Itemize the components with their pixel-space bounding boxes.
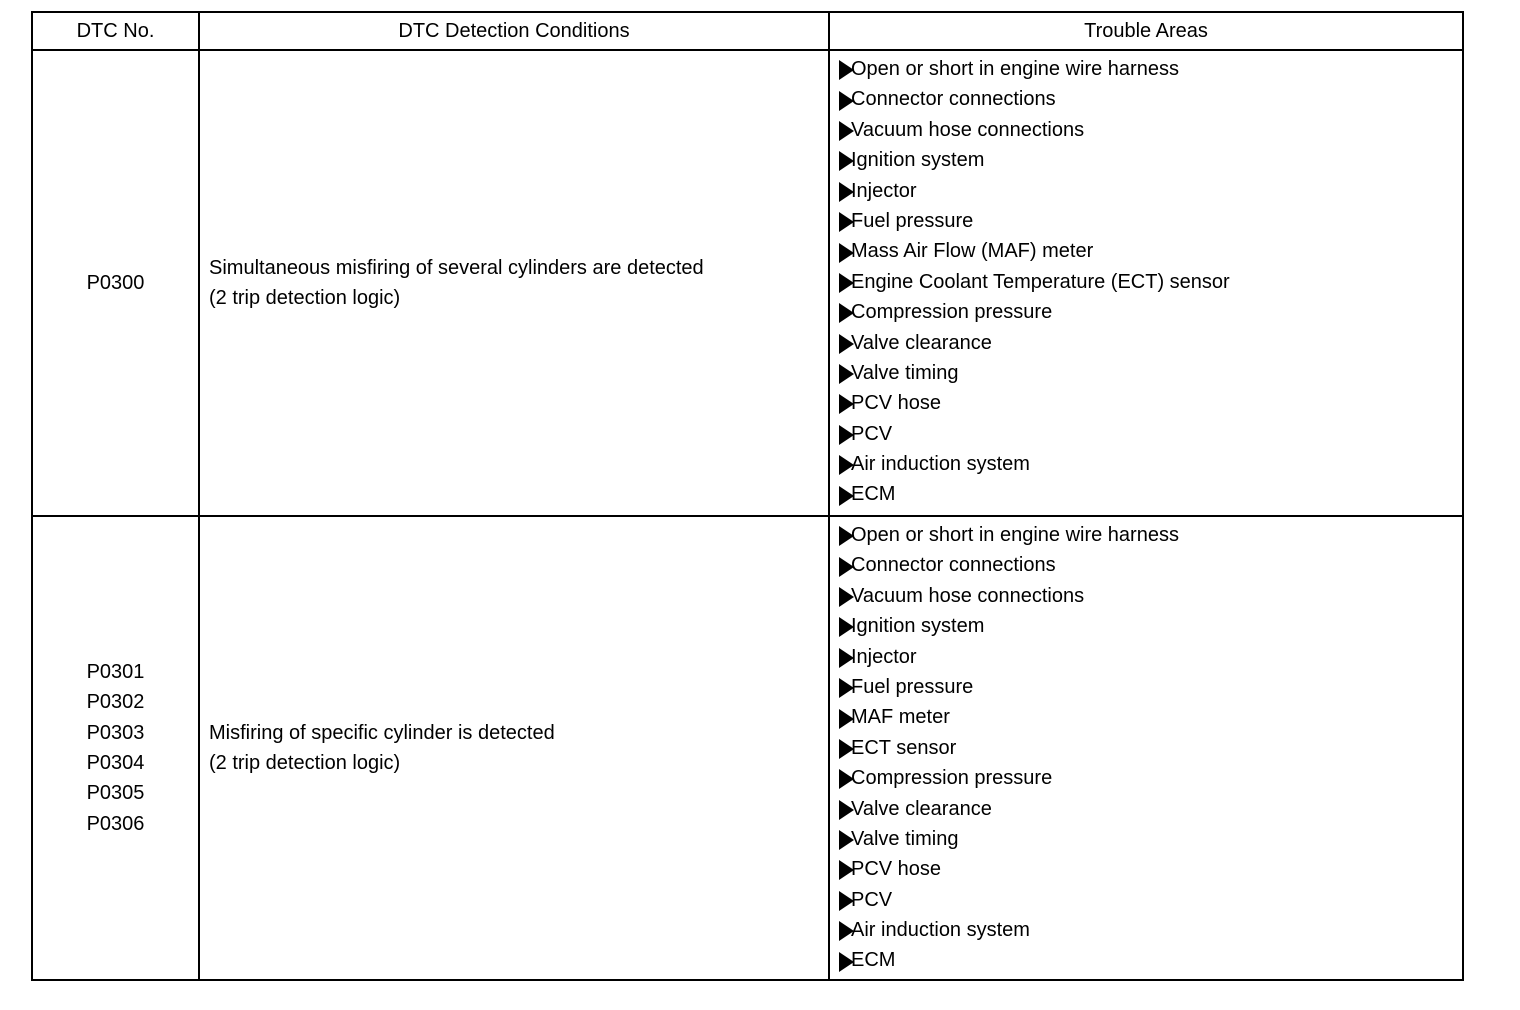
list-item — [839, 611, 1462, 641]
list-item — [839, 642, 1462, 672]
list-item — [839, 236, 1462, 266]
dtc-codes-cell — [32, 50, 199, 516]
triangle-bullet-icon — [839, 526, 854, 546]
list-item — [839, 358, 1462, 388]
list-item — [839, 824, 1462, 854]
condition-line: Simultaneous misfiring of several cylinders are detected — [209, 256, 704, 279]
list-item — [839, 388, 1462, 418]
trouble-area-label: ECT sensor — [851, 736, 957, 759]
triangle-bullet-icon — [839, 678, 854, 698]
dtc-code: P0301 — [86, 660, 145, 683]
detection-condition-cell — [199, 516, 829, 980]
list-item — [839, 915, 1462, 945]
condition-line: (2 trip detection logic) — [209, 752, 401, 774]
triangle-bullet-icon — [839, 425, 854, 445]
triangle-bullet-icon — [839, 709, 854, 729]
trouble-area-label: Valve timing — [851, 827, 959, 850]
triangle-bullet-icon — [839, 800, 854, 820]
list-item — [839, 520, 1462, 550]
list-item — [839, 84, 1462, 114]
dtc-code: P0300 — [86, 271, 145, 294]
trouble-areas-cell — [829, 516, 1463, 980]
trouble-area-label: Air induction system — [851, 453, 1030, 476]
list-item — [839, 419, 1462, 449]
triangle-bullet-icon — [839, 952, 854, 972]
condition-line: (2 trip detection logic) — [209, 287, 401, 309]
list-item — [839, 479, 1462, 509]
dtc-code: P0302 — [86, 691, 145, 714]
trouble-area-label: ECM — [851, 949, 896, 972]
triangle-bullet-icon — [839, 121, 854, 141]
trouble-area-label: Connector connections — [851, 88, 1056, 111]
triangle-bullet-icon — [839, 455, 854, 475]
trouble-area-label: Open or short in engine wire harness — [851, 58, 1179, 80]
triangle-bullet-icon — [839, 243, 854, 263]
trouble-area-label: Injector — [851, 645, 917, 668]
trouble-area-label: Mass Air Flow (MAF) meter — [851, 240, 1094, 263]
list-item — [839, 885, 1462, 915]
list-item — [839, 733, 1462, 763]
trouble-area-label: Open or short in engine wire harness — [851, 524, 1179, 546]
list-item — [839, 794, 1462, 824]
trouble-area-label: Vacuum hose connections — [851, 584, 1085, 607]
trouble-areas-cell — [829, 50, 1463, 516]
list-item — [839, 54, 1462, 84]
triangle-bullet-icon — [839, 212, 854, 232]
triangle-bullet-icon — [839, 648, 854, 668]
triangle-bullet-icon — [839, 60, 854, 80]
triangle-bullet-icon — [839, 587, 854, 607]
list-item — [839, 115, 1462, 145]
triangle-bullet-icon — [839, 860, 854, 880]
triangle-bullet-icon — [839, 151, 854, 171]
header-trouble-areas: Trouble Areas — [829, 12, 1463, 50]
list-item — [839, 449, 1462, 479]
list-item — [839, 267, 1462, 297]
trouble-area-label: MAF meter — [851, 706, 950, 729]
triangle-bullet-icon — [839, 394, 854, 414]
list-item — [839, 702, 1462, 732]
trouble-area-label: Compression pressure — [851, 301, 1053, 324]
triangle-bullet-icon — [839, 739, 854, 759]
triangle-bullet-icon — [839, 273, 854, 293]
dtc-code: P0303 — [86, 721, 145, 744]
trouble-area-label: Valve clearance — [851, 331, 992, 354]
triangle-bullet-icon — [839, 769, 854, 789]
triangle-bullet-icon — [839, 921, 854, 941]
dtc-code: P0306 — [86, 812, 145, 835]
list-item — [839, 328, 1462, 358]
list-item — [839, 854, 1462, 884]
triangle-bullet-icon — [839, 830, 854, 850]
trouble-area-label: PCV — [851, 888, 893, 911]
trouble-area-label: Valve timing — [851, 361, 959, 384]
trouble-area-label: Engine Coolant Temperature (ECT) sensor — [851, 270, 1230, 293]
header-dtc-no: DTC No. — [32, 12, 199, 50]
list-item — [839, 581, 1462, 611]
trouble-area-label: PCV — [851, 422, 893, 445]
list-item — [839, 672, 1462, 702]
condition-line: Misfiring of specific cylinder is detected — [209, 721, 555, 744]
triangle-bullet-icon — [839, 891, 854, 911]
dtc-codes-cell — [32, 516, 199, 980]
list-item — [839, 945, 1462, 975]
dtc-code: P0304 — [86, 752, 145, 774]
header-row — [32, 12, 1463, 50]
list-item — [839, 176, 1462, 206]
triangle-bullet-icon — [839, 486, 854, 506]
header-detection-conditions: DTC Detection Conditions — [199, 12, 829, 50]
trouble-area-label: Compression pressure — [851, 767, 1053, 790]
list-item — [839, 550, 1462, 580]
list-item — [839, 297, 1462, 327]
dtc-code: P0305 — [86, 782, 145, 805]
triangle-bullet-icon — [839, 182, 854, 202]
trouble-area-label: PCV hose — [851, 858, 942, 881]
trouble-area-label: Air induction system — [851, 919, 1030, 942]
table-row — [32, 516, 1463, 980]
dtc-table — [31, 11, 1464, 981]
trouble-area-label: Vacuum hose connections — [851, 118, 1085, 141]
list-item — [839, 145, 1462, 175]
trouble-area-label: ECM — [851, 483, 896, 506]
triangle-bullet-icon — [839, 334, 854, 354]
trouble-area-label: Fuel pressure — [851, 675, 974, 698]
table-row — [32, 50, 1463, 516]
trouble-area-label: Ignition system — [851, 615, 985, 638]
trouble-area-label: Fuel pressure — [851, 209, 974, 232]
list-item — [839, 763, 1462, 793]
trouble-area-label: PCV hose — [851, 392, 942, 415]
triangle-bullet-icon — [839, 303, 854, 323]
triangle-bullet-icon — [839, 557, 854, 577]
triangle-bullet-icon — [839, 617, 854, 637]
trouble-area-label: Injector — [851, 179, 917, 202]
triangle-bullet-icon — [839, 91, 854, 111]
trouble-area-label: Valve clearance — [851, 797, 992, 820]
trouble-area-label: Ignition system — [851, 149, 985, 172]
list-item — [839, 206, 1462, 236]
detection-condition-cell — [199, 50, 829, 516]
triangle-bullet-icon — [839, 364, 854, 384]
trouble-area-label: Connector connections — [851, 554, 1056, 577]
